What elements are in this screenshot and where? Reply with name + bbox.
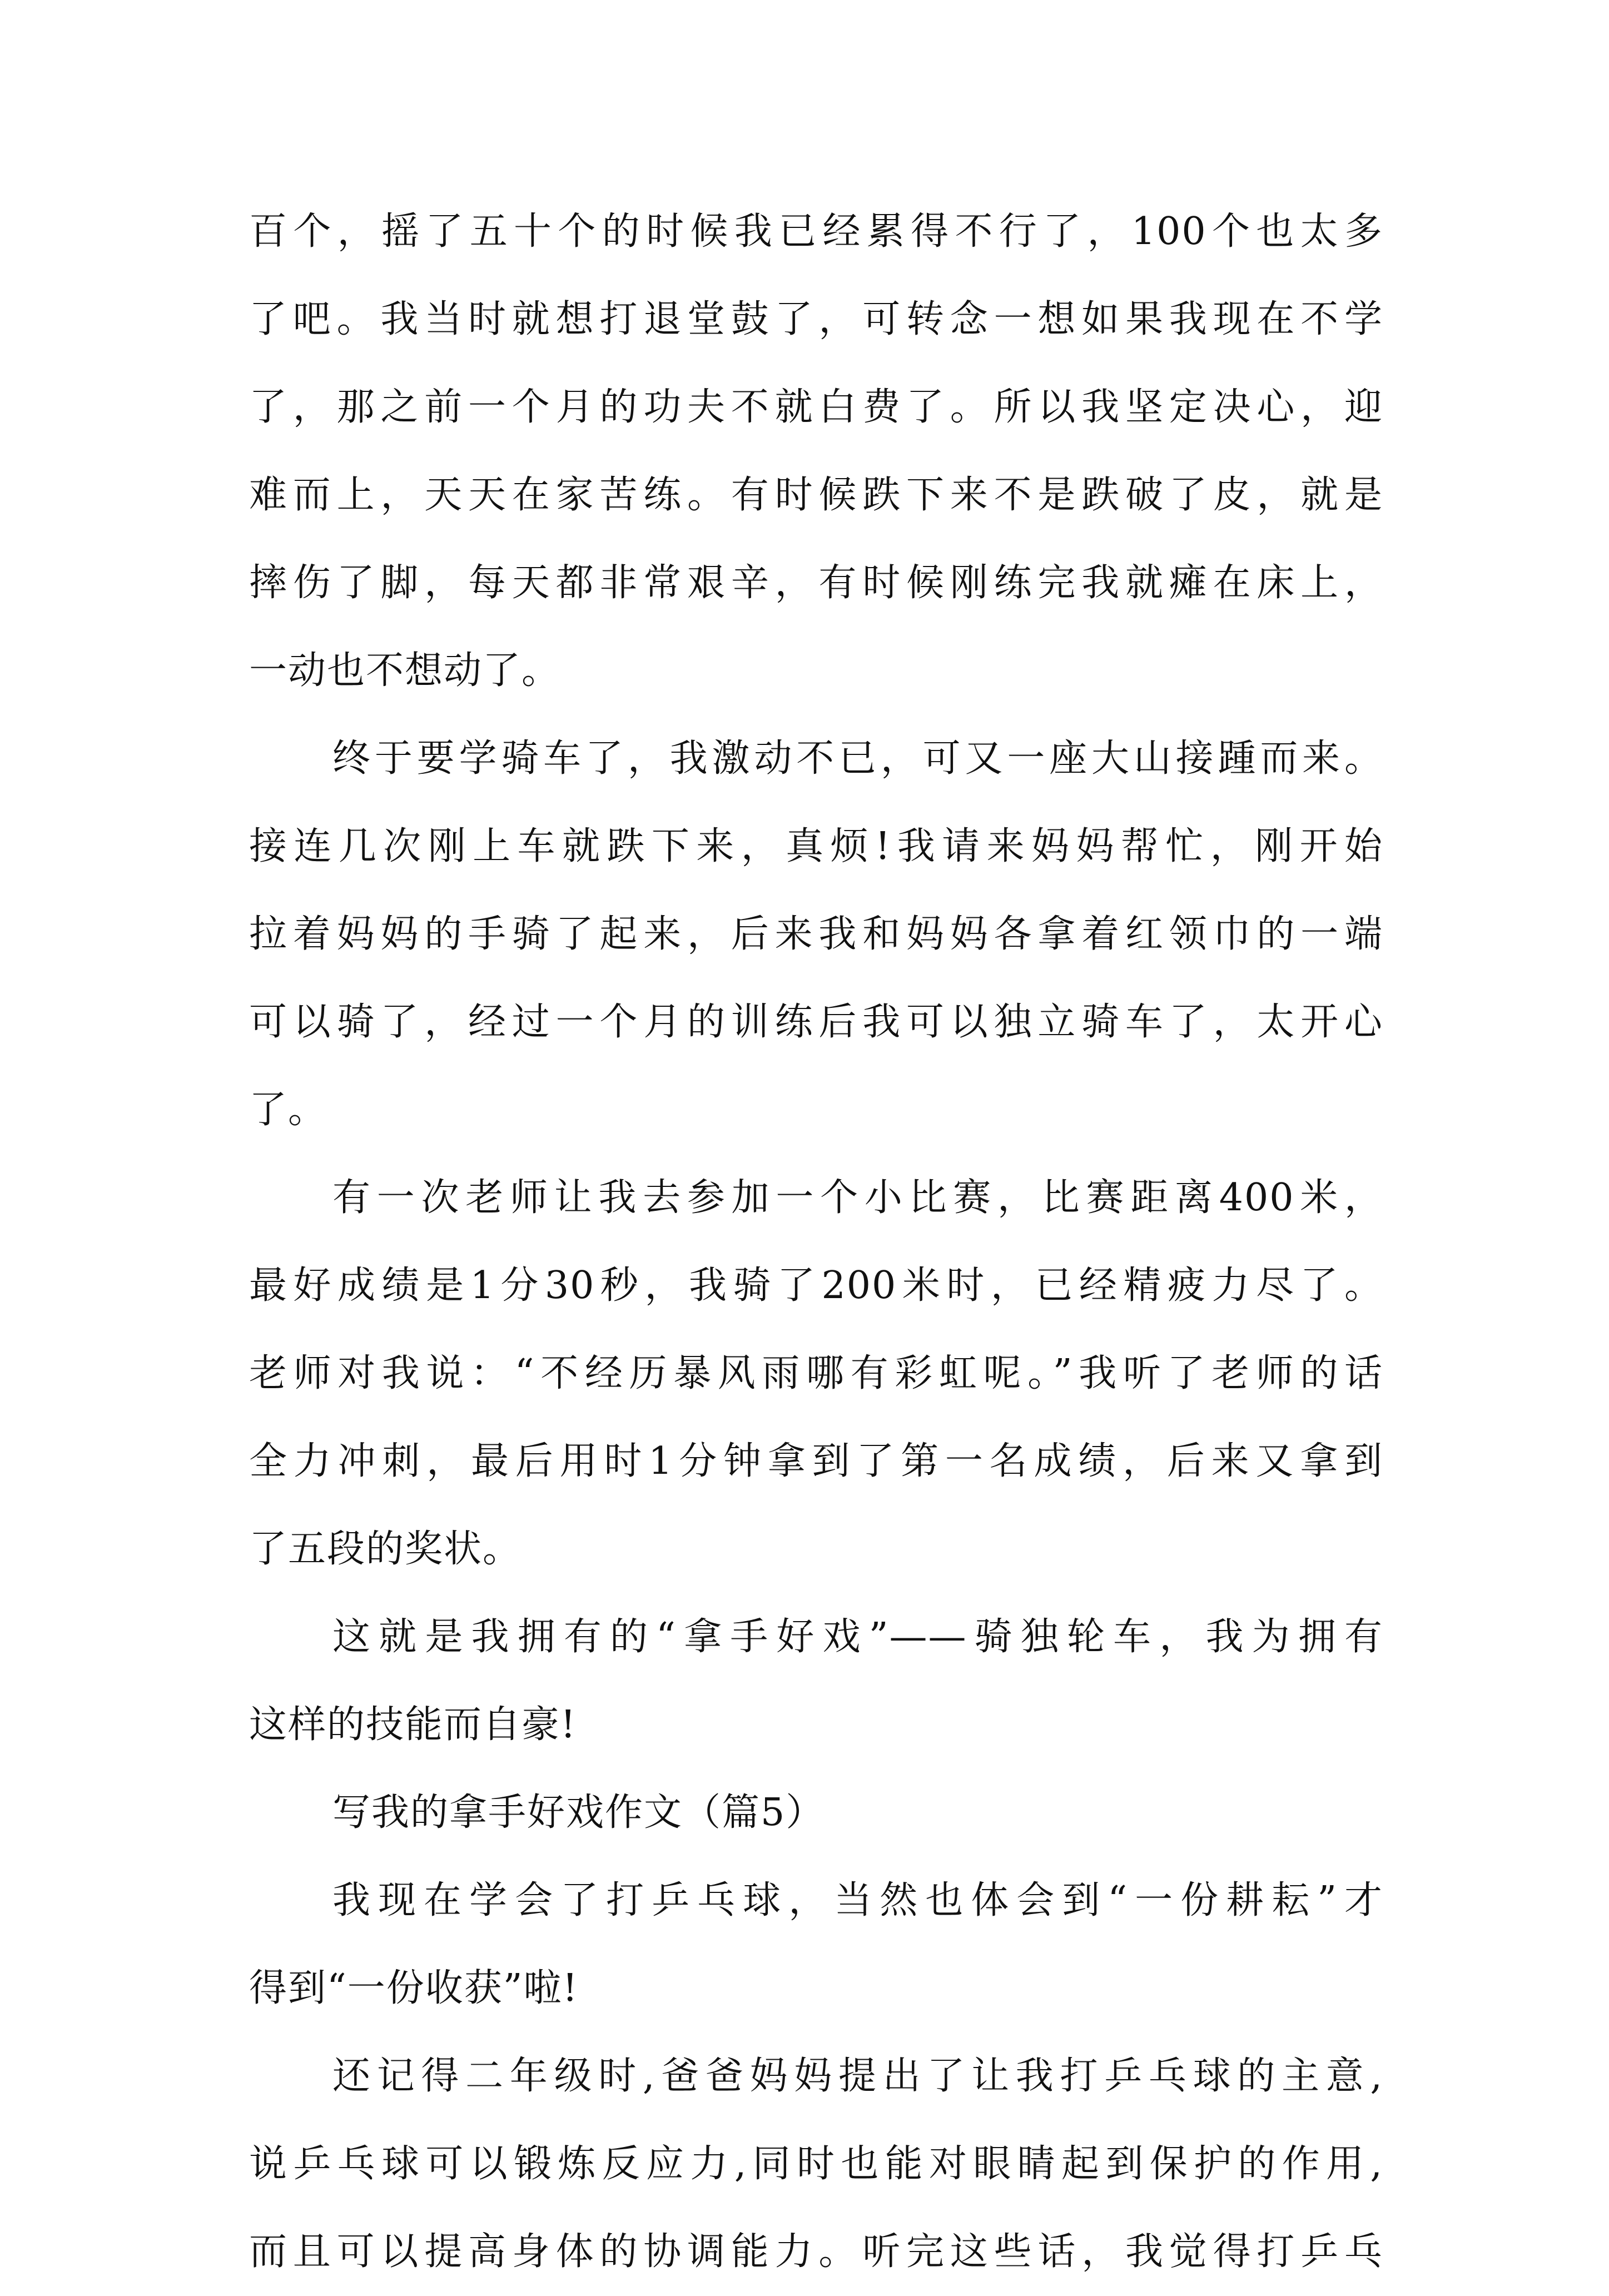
- text-line: 我现在学会了打乒乓球，当然也体会到“一份耕耘”才: [332, 1878, 1383, 1922]
- text-line: 拉着妈妈的手骑了起来，后来我和妈妈各拿着红领巾的一端: [249, 912, 1383, 956]
- text-line: 了。: [249, 1088, 327, 1132]
- section-heading: 写我的拿手好戏作文（篇5）: [332, 1791, 825, 1835]
- text-line: 还记得二年级时,爸爸妈妈提出了让我打乒乓球的主意,: [332, 2054, 1383, 2098]
- text-line: 一动也不想动了。: [249, 649, 561, 693]
- text-line: 说乒乓球可以锻炼反应力,同时也能对眼睛起到保护的作用,: [249, 2142, 1383, 2186]
- text-line: 了吧。我当时就想打退堂鼓了，可转念一想如果我现在不学: [249, 297, 1383, 341]
- text-line: 最好成绩是1分30秒，我骑了200米时，已经精疲力尽了。: [249, 1264, 1383, 1308]
- text-line: 全力冲刺，最后用时1分钟拿到了第一名成绩，后来又拿到: [249, 1439, 1383, 1483]
- text-line: 百个，摇了五十个的时候我已经累得不行了，100个也太多: [249, 210, 1383, 254]
- text-line: 了五段的奖状。: [249, 1527, 522, 1571]
- text-line: 摔伤了脚，每天都非常艰辛，有时候刚练完我就瘫在床上，: [249, 561, 1383, 605]
- text-line: 有一次老师让我去参加一个小比赛，比赛距离400米，: [332, 1176, 1383, 1220]
- text-line: 而且可以提高身体的协调能力。听完这些话，我觉得打乒乓: [249, 2230, 1383, 2274]
- text-line: 了，那之前一个月的功夫不就白费了。所以我坚定决心，迎: [249, 385, 1383, 429]
- text-line: 得到“一份收获”啦!: [249, 1966, 579, 2010]
- text-line: 可以骑了，经过一个月的训练后我可以独立骑车了，太开心: [249, 1000, 1383, 1044]
- text-line: 老师对我说：“不经历暴风雨哪有彩虹呢。”我听了老师的话: [249, 1351, 1383, 1395]
- text-line: 接连几次刚上车就跌下来，真烦!我请来妈妈帮忙，刚开始: [249, 824, 1383, 868]
- text-line: 终于要学骑车了，我激动不已，可又一座大山接踵而来。: [332, 737, 1383, 781]
- document-body: [249, 188, 1383, 2296]
- text-line: 这样的技能而自豪!: [249, 1703, 577, 1747]
- text-line: 这就是我拥有的“拿手好戏”——骑独轮车，我为拥有: [332, 1615, 1383, 1659]
- text-line: 难而上，天天在家苦练。有时候跌下来不是跌破了皮，就是: [249, 473, 1383, 517]
